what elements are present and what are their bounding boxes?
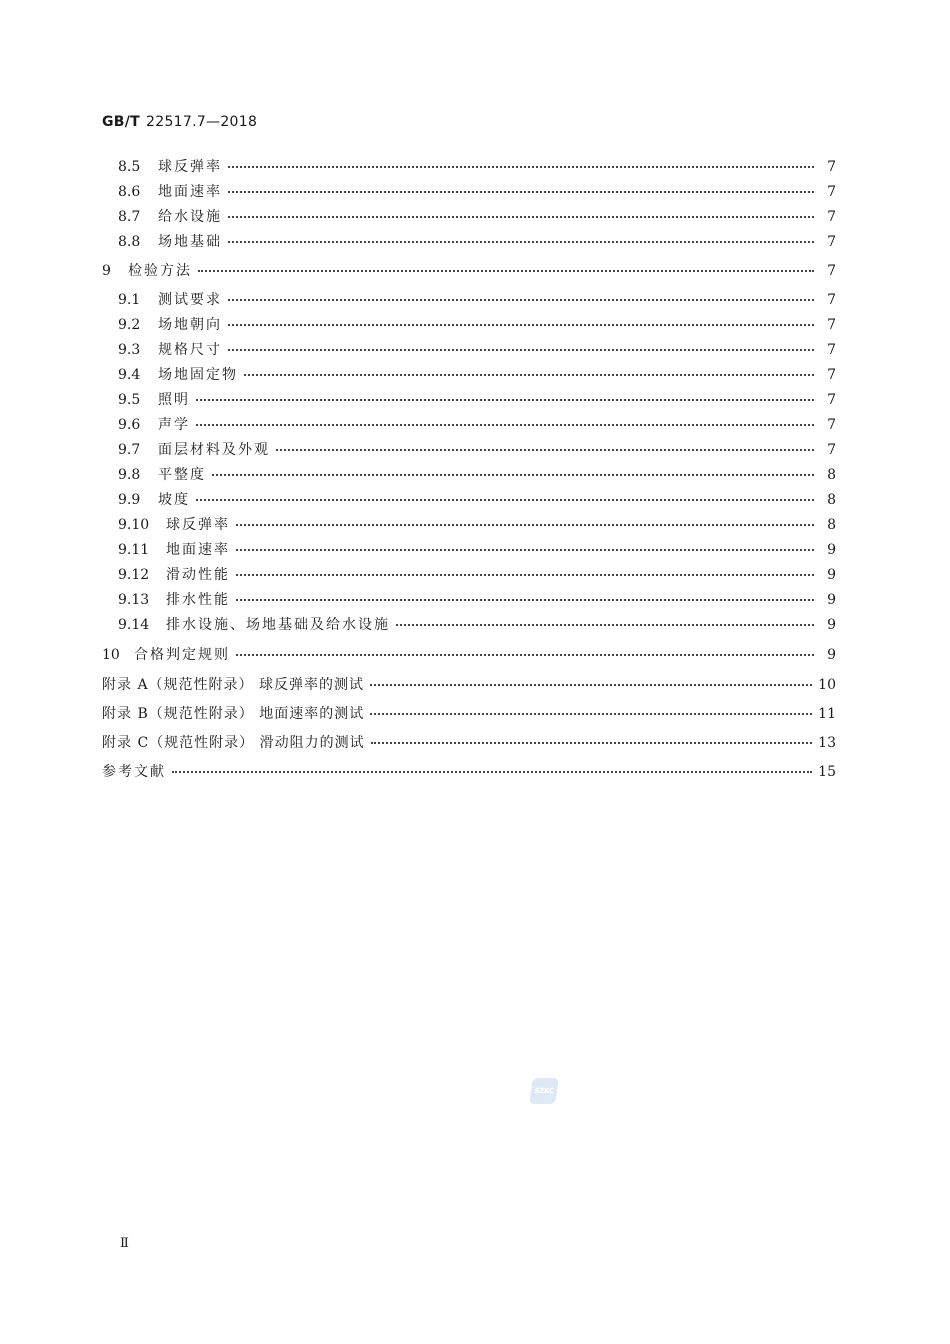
document-header	[102, 114, 257, 130]
toc-leader-dots	[236, 549, 814, 551]
toc-leader-dots	[276, 449, 814, 451]
toc-entry-number: 9.11	[118, 542, 150, 558]
toc-leader-dots	[396, 624, 814, 626]
toc-entry[interactable]	[118, 341, 836, 359]
toc-chapter-entry[interactable]	[102, 646, 836, 664]
toc-entry-page: 7	[827, 342, 836, 358]
toc-leader-dots	[228, 324, 814, 326]
toc-entry[interactable]	[118, 541, 836, 559]
toc-entry-title: 坡度	[158, 492, 190, 508]
toc-leader-dots	[244, 374, 814, 376]
toc-entry-title: 球反弹率	[158, 159, 222, 175]
toc-entry-page: 7	[827, 292, 836, 308]
toc-entry[interactable]	[118, 233, 836, 251]
toc-leader-dots	[172, 771, 812, 773]
toc-entry-number: 8.5	[118, 159, 141, 175]
toc-entry-number: 10	[102, 647, 120, 663]
page-number: Ⅱ	[120, 1236, 129, 1251]
toc-entry[interactable]	[118, 416, 836, 434]
toc-entry[interactable]	[118, 291, 836, 309]
toc-entry-number: 9	[102, 263, 111, 279]
toc-leader-dots	[236, 524, 814, 526]
toc-entry-page: 7	[827, 367, 836, 383]
toc-entry-title: 规格尺寸	[158, 342, 222, 358]
toc-entry-page: 10	[818, 677, 836, 693]
toc-entry-page: 8	[827, 492, 836, 508]
toc-entry-page: 9	[827, 567, 836, 583]
toc-leader-dots	[228, 241, 814, 243]
watermark-text: SZKC	[533, 1087, 555, 1095]
toc-entry[interactable]	[118, 316, 836, 334]
toc-entry-page: 7	[827, 442, 836, 458]
toc-leader-dots	[236, 599, 814, 601]
toc-entry-page: 9	[827, 592, 836, 608]
toc-appendix-entry[interactable]	[102, 705, 836, 723]
toc-leader-dots	[228, 216, 814, 218]
toc-entry[interactable]	[118, 441, 836, 459]
toc-entry-title: 场地固定物	[158, 367, 238, 383]
toc-entry-page: 7	[827, 417, 836, 433]
toc-appendix-entry[interactable]	[102, 734, 836, 752]
toc-entry-number: 9.6	[118, 417, 141, 433]
toc-entry-number: 9.12	[118, 567, 150, 583]
toc-entry[interactable]	[118, 391, 836, 409]
toc-entry[interactable]	[118, 158, 836, 176]
toc-entry-page: 9	[827, 647, 836, 663]
toc-entry-page: 7	[827, 184, 836, 200]
toc-entry-title: 声学	[158, 417, 190, 433]
toc-entry-number: 9.8	[118, 467, 141, 483]
toc-entry-page: 8	[827, 517, 836, 533]
toc-entry-page: 7	[827, 209, 836, 225]
toc-leader-dots	[228, 191, 814, 193]
toc-entry-number: 8.7	[118, 209, 141, 225]
toc-entry[interactable]	[118, 183, 836, 201]
toc-entry-number: 9.14	[118, 617, 150, 633]
toc-entry[interactable]	[118, 566, 836, 584]
toc-entry-title: 场地基础	[158, 234, 222, 250]
toc-entry-number: 9.13	[118, 592, 150, 608]
toc-entry-title: 排水设施、场地基础及给水设施	[166, 617, 390, 633]
toc-entry-number: 9.2	[118, 317, 141, 333]
toc-entry-title: 地面速率	[166, 542, 230, 558]
toc-entry-page: 15	[818, 764, 836, 780]
toc-entry-number: 8.6	[118, 184, 141, 200]
toc-entry-title: 平整度	[158, 467, 206, 483]
toc-entry-number: 9.10	[118, 517, 150, 533]
toc-entry[interactable]	[118, 516, 836, 534]
toc-leader-dots	[371, 742, 813, 744]
toc-entry-page: 9	[827, 542, 836, 558]
toc-entry-number: 9.9	[118, 492, 141, 508]
toc-entry-number: 9.7	[118, 442, 141, 458]
toc-entry-title: 场地朝向	[158, 317, 222, 333]
standard-code: GB/T	[102, 114, 141, 130]
toc-entry-page: 7	[827, 159, 836, 175]
toc-entry-page: 7	[827, 234, 836, 250]
toc-leader-dots	[198, 270, 814, 272]
toc-entry-page: 7	[827, 317, 836, 333]
toc-entry-number: 9.3	[118, 342, 141, 358]
toc-entry-title: 测试要求	[158, 292, 222, 308]
toc-entry-title: 参考文献	[102, 764, 166, 780]
toc-entry-page: 11	[818, 706, 836, 722]
toc-leader-dots	[236, 574, 814, 576]
toc-entry[interactable]	[118, 366, 836, 384]
toc-entry[interactable]	[118, 466, 836, 484]
toc-entry-page: 7	[827, 263, 836, 279]
toc-chapter-entry[interactable]	[102, 262, 836, 280]
toc-entry[interactable]	[118, 591, 836, 609]
toc-entry-number: 9.5	[118, 392, 141, 408]
toc-entry-page: 13	[818, 735, 836, 751]
toc-leader-dots	[228, 166, 814, 168]
toc-leader-dots	[236, 654, 814, 656]
toc-leader-dots	[196, 399, 814, 401]
standard-number: 22517.7—2018	[146, 114, 258, 130]
toc-leader-dots	[228, 299, 814, 301]
toc-entry-title: 合格判定规则	[134, 647, 230, 663]
watermark-logo	[529, 1078, 559, 1104]
toc-entry-page: 9	[827, 617, 836, 633]
toc-entry-title: 球反弹率	[166, 517, 230, 533]
toc-leader-dots	[196, 499, 814, 501]
toc-leader-dots	[228, 349, 814, 351]
toc-entry-title: 附录 C（规范性附录） 滑动阻力的测试	[102, 735, 365, 751]
toc-entry-number: 8.8	[118, 234, 141, 250]
toc-entry-title: 给水设施	[158, 209, 222, 225]
toc-entry-page: 7	[827, 392, 836, 408]
toc-leader-dots	[370, 713, 812, 715]
toc-entry-number: 9.1	[118, 292, 141, 308]
toc-leader-dots	[212, 474, 814, 476]
toc-entry[interactable]	[118, 616, 836, 634]
toc-entry[interactable]	[118, 491, 836, 509]
toc-entry-title: 附录 A（规范性附录） 球反弹率的测试	[102, 677, 365, 693]
toc-entry[interactable]	[118, 208, 836, 226]
toc-entry-title: 附录 B（规范性附录） 地面速率的测试	[102, 706, 365, 722]
toc-references-entry[interactable]	[102, 763, 836, 781]
toc-entry-number: 9.4	[118, 367, 141, 383]
toc-entry-page: 8	[827, 467, 836, 483]
toc-entry-title: 排水性能	[166, 592, 230, 608]
toc-entry-title: 照明	[158, 392, 190, 408]
toc-leader-dots	[370, 684, 812, 686]
toc-entry-title: 地面速率	[158, 184, 222, 200]
toc-entry-title: 检验方法	[128, 263, 192, 279]
toc-entry-title: 滑动性能	[166, 567, 230, 583]
toc-leader-dots	[196, 424, 814, 426]
toc-appendix-entry[interactable]	[102, 676, 836, 694]
toc-entry-title: 面层材料及外观	[158, 442, 270, 458]
